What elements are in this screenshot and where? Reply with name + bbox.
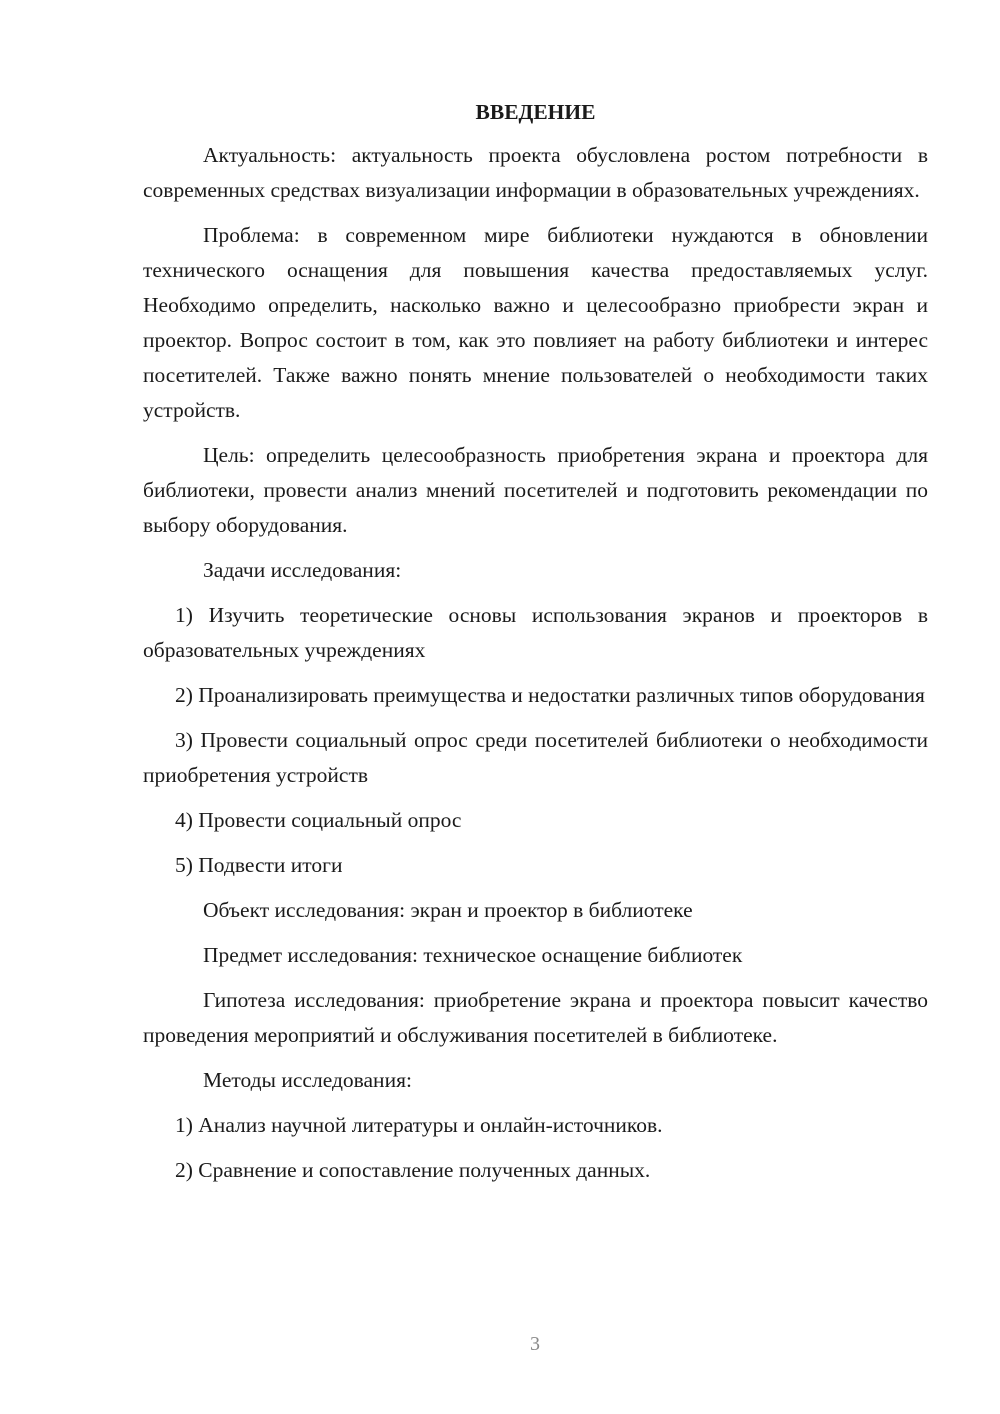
method-item-2: 2) Сравнение и сопоставление полученных данных. — [175, 1158, 651, 1182]
methods-heading: Методы исследования: — [203, 1068, 412, 1092]
tasks-heading: Задачи исследования: — [203, 558, 402, 582]
section-title: ВВЕДЕНИЕ — [475, 100, 596, 124]
task-item-4: 4) Провести социальный опрос — [175, 808, 462, 832]
goal-paragraph: Цель: определить целесообразность приобретения экрана и проектора для библиотеки, провести анализ мнений посетителей и подготовить рекомендации по выбору оборудования. — [143, 443, 928, 537]
document-page — [143, 96, 928, 1198]
task-item-1: 1) Изучить теоретические основы использования экранов и проекторов в образовательных учреждениях — [143, 603, 928, 662]
research-subject: Предмет исследования: техническое оснащение библиотек — [203, 943, 743, 967]
task-item-2: 2) Проанализировать преимущества и недостатки различных типов оборудования — [175, 683, 925, 707]
task-item-3: 3) Провести социальный опрос среди посетителей библиотеки о необходимости приобретения устройств — [143, 728, 928, 787]
relevance-paragraph: Актуальность: актуальность проекта обусловлена ростом потребности в современных средствах визуализации информации в образовательных учреждениях. — [143, 143, 928, 202]
research-object: Объект исследования: экран и проектор в библиотеке — [203, 898, 693, 922]
task-item-5: 5) Подвести итоги — [175, 853, 343, 877]
problem-paragraph: Проблема: в современном мире библиотеки нуждаются в обновлении технического оснащения для повышения качества предоставляемых услуг. Необходимо определить, насколько важно и целесообразно приобрести экран и проектор. Вопрос состоит в том, как это повлияет на работу библиотеки и интерес посетителей. Также важно понять мнение пользователей о необходимости таких устройств. — [143, 223, 928, 422]
method-item-1: 1) Анализ научной литературы и онлайн-источников. — [175, 1113, 663, 1137]
research-hypothesis: Гипотеза исследования: приобретение экрана и проектора повысит качество проведения мероприятий и обслуживания посетителей в библиотеке. — [143, 988, 928, 1047]
page-number: 3 — [530, 1333, 540, 1355]
